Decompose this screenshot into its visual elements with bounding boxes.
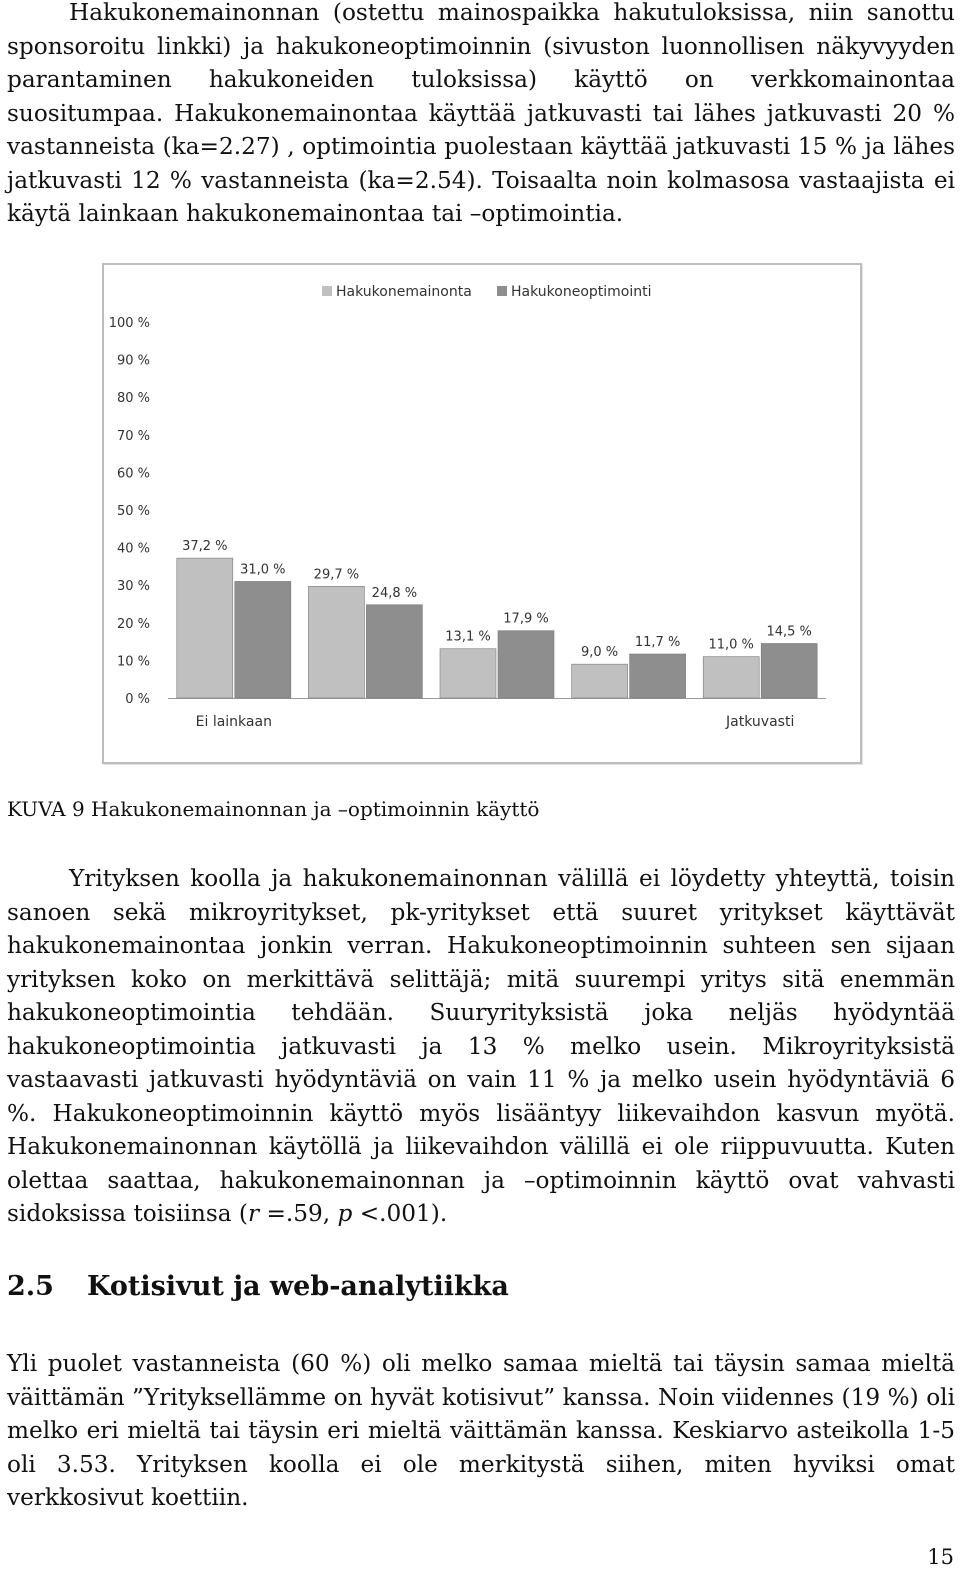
x-label-right: Jatkuvasti: [726, 714, 795, 730]
bar-optimointi: [235, 581, 291, 698]
legend-swatch: [322, 286, 332, 296]
y-tick-label: 100 %: [108, 316, 150, 331]
y-tick-label: 90 %: [116, 353, 150, 369]
section-heading: [7, 1268, 509, 1306]
bar-optimointi: [761, 643, 817, 698]
y-tick-label: 30 %: [116, 579, 150, 595]
y-tick-label: 0 %: [125, 692, 150, 707]
stat-r-value: =.59,: [259, 1200, 338, 1227]
bar-mainonta: [177, 558, 233, 698]
y-tick-label: 80 %: [116, 391, 150, 407]
stat-p-value: <.001).: [352, 1200, 448, 1227]
section-number: 2.5: [7, 1271, 54, 1302]
y-tick-label: 70 %: [116, 428, 150, 444]
bar-value-label: 11,7 %: [634, 635, 681, 651]
legend-swatch: [497, 286, 507, 296]
bar-mainonta: [572, 664, 628, 698]
company-size-text: Yrityksen koolla ja hakukonemainonnan välillä ei löydetty yhteyttä, toisin sanoen sekä mikroyritykset, pk-yritykset että suuret yritykset käyttävät hakukonemainontaa jonkin verran. Hakukoneoptimoinnin suhteen sen sijaan yrityksen koko on merkittävä selittäjä; mitä suurempi yritys sitä enemmän hakukoneoptimointia tehdään. Suuryrityksistä joka neljäs hyödyntää hakukoneoptimointia jatkuvasti ja 13 % melko usein. Mikroyrityksistä vastaavasti jatkuvasti hyödyntäviä on vain 11 % ja melko usein hyödyntäviä 6 %. Hakukoneoptimoinnin käyttö myös lisääntyy liikevaihdon kasvun myötä. Hakukonemainonnan käytöllä ja liikevaihdon välillä ei ole riippuvuutta. Kuten olettaa saattaa, hakukonemainonnan ja –optimoinnin käyttö ovat vahvasti sidoksissa toisiinsa (: [7, 865, 955, 1227]
bar-mainonta: [308, 586, 364, 698]
section-title: Kotisivut ja web-analytiikka: [87, 1271, 509, 1302]
intro-paragraph: Hakukonemainonnan (ostettu mainospaikka hakutuloksissa, niin sanottu sponsoroitu linkki) ja hakukoneoptimoinnin (sivuston luonnollisen näkyvyyden parantaminen hakukoneiden tuloksissa) käyttö on verkkomainontaa suositumpaa. Hakukonemainontaa käyttää jatkuvasti tai lähes jatkuvasti 20 % vastanneista (ka=2.27) , optimointia puolestaan käyttää jatkuvasti 15 % ja lähes jatkuvasti 12 % vastanneista (ka=2.54). Toisaalta noin kolmasosa vastaajista ei käytä lainkaan hakukonemainontaa tai –optimointia.: [7, 0, 955, 227]
bar-value-label: 14,5 %: [766, 624, 812, 640]
stat-r-symbol: r: [247, 1200, 260, 1227]
website-paragraph: Yli puolet vastanneista (60 %) oli melko samaa mieltä tai täysin samaa mieltä väittämän ”Yrityksellämme on hyvät kotisivut” kanssa. Noin viidennes (19 %) oli melko eri mieltä tai täysin eri mieltä väittämän kanssa. Keskiarvo asteikolla 1-5 oli 3.53. Yrityksen koolla ei ole merkitystä siihen, miten hyviksi omat verkkosivut koettiin.: [7, 1350, 955, 1511]
bar-value-label: 9,0 %: [581, 645, 619, 661]
y-tick-label: 10 %: [116, 654, 150, 670]
bar-value-label: 24,8 %: [371, 585, 418, 601]
x-label-left: Ei lainkaan: [195, 714, 272, 730]
y-tick-label: 60 %: [116, 466, 150, 482]
legend-label: Hakukonemainonta: [336, 284, 472, 300]
bar-optimointi: [630, 654, 686, 698]
usage-bar-chart: [102, 263, 862, 764]
bar-value-label: 37,2 %: [182, 539, 228, 555]
bar-value-label: 13,1 %: [445, 629, 491, 645]
y-tick-label: 40 %: [116, 541, 150, 557]
legend-label: Hakukoneoptimointi: [511, 284, 652, 300]
stat-p-symbol: p: [337, 1200, 353, 1227]
figure-caption: KUVA 9 Hakukonemainonnan ja –optimoinnin käyttö: [7, 797, 540, 821]
bar-value-label: 29,7 %: [313, 567, 360, 583]
y-tick-label: 50 %: [116, 504, 150, 519]
chart-canvas: [104, 265, 860, 762]
bar-value-label: 11,0 %: [708, 637, 754, 653]
bar-optimointi: [366, 605, 422, 698]
page-number: 15: [927, 1545, 954, 1569]
bar-value-label: 17,9 %: [503, 611, 549, 627]
company-size-paragraph: [7, 862, 955, 1231]
bar-value-label: 31,0 %: [240, 562, 286, 578]
y-tick-label: 20 %: [116, 616, 150, 632]
bar-mainonta: [703, 657, 759, 698]
bar-optimointi: [498, 631, 554, 698]
bar-mainonta: [440, 649, 496, 698]
